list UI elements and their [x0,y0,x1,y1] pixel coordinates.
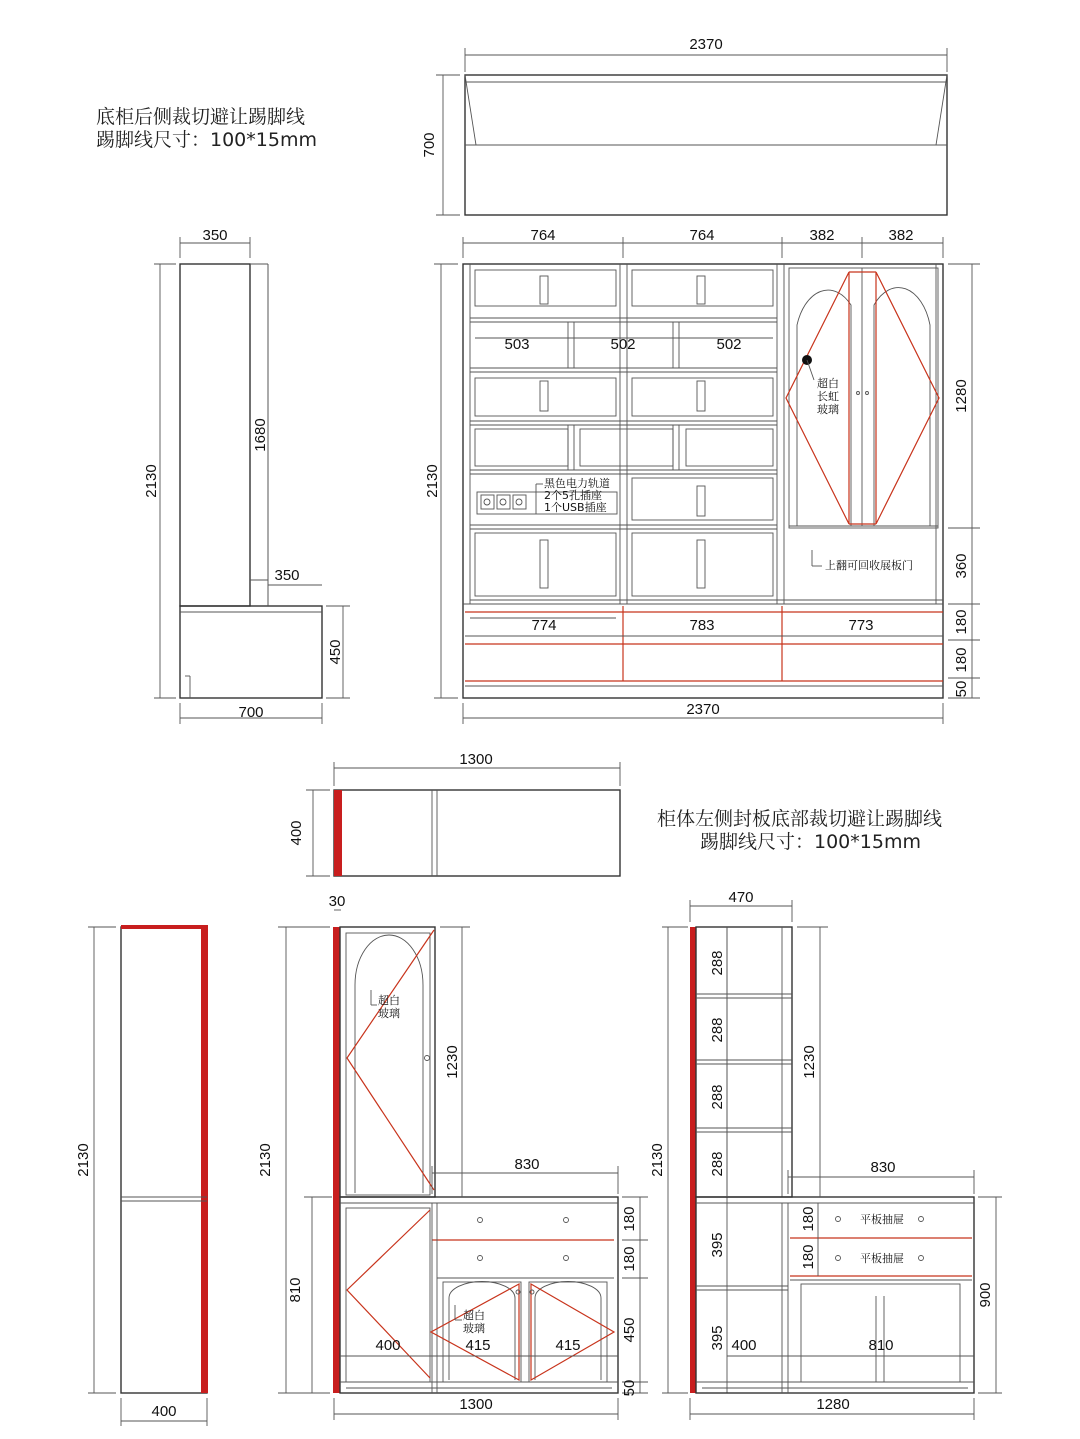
front-total-width: 2370 [686,701,720,718]
lower-shelf-2: 395 [709,1325,726,1351]
lower-top-width: 1300 [459,751,493,768]
arch-door [355,935,423,1193]
lower-left-view [75,925,208,1426]
usb-socket-icon [513,495,526,509]
power-label-2: 2个5孔插座 [544,489,602,502]
lower-mid-upper: 1230 [444,1045,461,1079]
front-right-3: 180 [953,609,970,635]
drawer-width-1: 774 [531,617,557,634]
lower-mid-height: 2130 [257,1143,274,1177]
front-right-5: 50 [953,680,970,698]
front-right-4: 180 [953,647,970,673]
side-upper [180,264,250,606]
lower-top-depth: 400 [288,820,305,846]
top-view [421,36,947,215]
glass-label-2: 长虹 [817,390,839,403]
lower-mid-base: 810 [287,1277,304,1303]
lower-shelf-1: 395 [709,1232,726,1258]
lower-right-total: 1280 [816,1396,850,1413]
side-base-height: 450 [327,639,344,665]
lower-right-bottom-2: 810 [868,1337,894,1354]
lower-right-bottom-1: 400 [731,1337,757,1354]
front-mid-col-3: 502 [716,336,742,353]
lower-mid-drawer-1: 180 [621,1206,638,1232]
lower-mid-bottom-1: 400 [375,1337,401,1354]
lower-mid-view [257,893,648,1420]
note-baseboard-back-1: 底柜后侧裁切避让踢脚线 [96,106,306,128]
lower-right-top-width: 470 [728,889,754,906]
front-col-4: 382 [888,227,914,244]
socket-icon [481,495,494,509]
glass-label-2: 玻璃 [378,1007,400,1020]
power-label-1: 黑色电力轨道 [544,477,610,490]
glass-label-3: 玻璃 [817,403,839,416]
shelf-2: 288 [709,1017,726,1043]
lower-right-base-width: 830 [870,1159,896,1176]
power-label-3: 1个USB插座 [544,501,607,514]
drawer-width-2: 783 [689,617,715,634]
front-right-2: 360 [953,553,970,579]
lower-mid-door: 450 [621,1317,638,1343]
side-upper-height: 1680 [252,418,269,452]
edge-panel [690,927,696,1393]
top-view-depth: 700 [421,132,438,158]
lower-mid-total: 1300 [459,1396,493,1413]
glass-label-3: 超白 [463,1309,485,1322]
glass-diagonal [531,1284,614,1380]
glass-label-1: 超白 [378,994,400,1007]
lower-mid-drawer-2: 180 [621,1246,638,1272]
lower-right-upper: 1230 [801,1045,818,1079]
lower-mid-base-width: 830 [514,1156,540,1173]
note-left-panel-2: 踢脚线尺寸：100*15mm [700,831,921,853]
drawer-label-2: 平板抽屉 [860,1252,904,1265]
glass-label-1: 超白 [817,377,839,390]
edge-panel [333,927,340,1393]
lower-mid-foot: 50 [621,1379,638,1397]
drawer-label-1: 平板抽屉 [860,1213,904,1226]
lower-mid-bottom-3: 415 [555,1337,581,1354]
edge-panel [334,790,342,876]
front-col-1: 764 [530,227,556,244]
lower-right-base-height: 900 [977,1282,994,1308]
front-mid-col-1: 503 [504,336,530,353]
shelf-1: 288 [709,950,726,976]
lower-right-view [649,889,1002,1420]
shelf-4: 288 [709,1151,726,1177]
lower-top-view [288,751,620,876]
front-mid-col-2: 502 [610,336,636,353]
edge-panel [201,927,208,1393]
side-base-depth-upper: 350 [274,567,300,584]
lower-right-height: 2130 [649,1143,666,1177]
lower-right-drawer-1: 180 [800,1206,817,1232]
shelf-3: 288 [709,1084,726,1110]
side-top-depth: 350 [202,227,228,244]
lower-left-height: 2130 [75,1143,92,1177]
front-col-3: 382 [809,227,835,244]
front-height: 2130 [424,464,441,498]
side-height: 2130 [143,464,160,498]
front-right-1: 1280 [953,379,970,413]
front-col-2: 764 [689,227,715,244]
side-view [143,227,350,724]
front-view [424,227,980,724]
drawer-width-3: 773 [848,617,874,634]
socket-icon [497,495,510,509]
lower-left-width: 400 [151,1403,177,1420]
glass-label-4: 玻璃 [463,1322,485,1335]
side-base [180,606,322,698]
top-view-width: 2370 [689,36,723,53]
note-left-panel-1: 柜体左侧封板底部裁切避让踢脚线 [657,808,943,830]
lower-mid-edge: 30 [328,893,346,910]
lower-mid-bottom-2: 415 [465,1337,491,1354]
flip-door-label: 上翻可回收展板门 [825,559,913,572]
note-baseboard-back-2: 踢脚线尺寸：100*15mm [96,129,317,151]
side-base-depth: 700 [238,704,264,721]
lower-right-drawer-2: 180 [800,1244,817,1270]
